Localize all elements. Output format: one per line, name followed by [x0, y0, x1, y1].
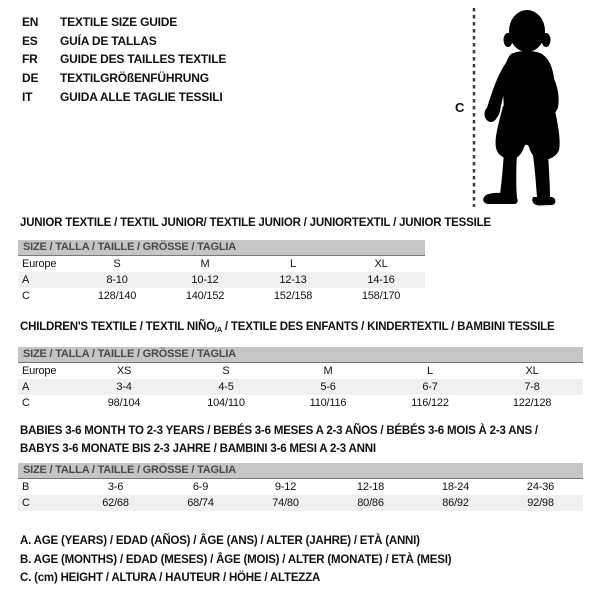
value-cell: 4-5	[218, 381, 234, 393]
size-cell: M	[323, 365, 333, 377]
value-cell: 6-9	[192, 481, 209, 493]
value-cell: 3-4	[116, 381, 132, 393]
value-cell: 92/98	[527, 497, 554, 509]
table-row-europe	[18, 256, 425, 272]
value-cell: 110/116	[309, 397, 347, 409]
row-label: C	[22, 397, 30, 409]
guide-title: TEXTILE SIZE GUIDE	[60, 15, 178, 29]
value-cell: 122/128	[512, 397, 552, 409]
table-row-age	[18, 272, 425, 288]
size-header-bar: SIZE / TALLA / TAILLE / GRÖSSE / TAGLIA	[18, 240, 425, 256]
row-label: A	[22, 381, 30, 393]
table-row-height	[18, 288, 425, 304]
table-row-age	[18, 379, 583, 395]
table-row-height	[18, 495, 583, 511]
babies-size-table	[18, 463, 583, 511]
value-cell: 24-36	[526, 481, 555, 493]
size-cell: S	[222, 365, 230, 377]
value-cell: 128/140	[97, 290, 137, 302]
language-code: ES	[22, 33, 38, 48]
size-cell: XL	[374, 258, 388, 270]
language-code: IT	[22, 89, 33, 104]
babies-section-title	[20, 423, 580, 458]
title-text: CHILDREN'S TEXTILE / TEXTIL NIÑO	[20, 321, 215, 333]
table-row-months	[18, 479, 583, 495]
language-row	[22, 50, 226, 69]
title-text: / TEXTILE DES ENFANTS / KINDERTEXTIL / BAMBINI TESSILE	[221, 321, 555, 333]
toddler-silhouette-icon	[480, 0, 600, 220]
language-code: FR	[22, 52, 38, 67]
value-cell: 14-16	[367, 274, 395, 286]
size-cell: XL	[525, 365, 539, 377]
value-cell: 9-12	[274, 481, 297, 493]
title-line-1: BABIES 3-6 MONTH TO 2-3 YEARS / BEBÉS 3-6 MESES A 2-3 AÑOS / BÉBÉS 3-6 MOIS À 2-3 ANS /	[20, 425, 538, 437]
row-label: Europe	[22, 365, 57, 377]
guide-title: GUIDE DES TAILLES TEXTILE	[60, 52, 227, 67]
size-cell: L	[290, 258, 296, 270]
guide-title: GUIDA ALLE TAGLIE TESSILI	[60, 89, 223, 104]
size-header-bar: SIZE / TALLA / TAILLE / GRÖSSE / TAGLIA	[18, 463, 583, 479]
row-label: A	[22, 274, 30, 286]
measure-c-label: C	[455, 100, 465, 115]
value-cell: 18-24	[441, 481, 470, 493]
value-cell: 140/152	[185, 290, 225, 302]
value-cell: 104/110	[207, 397, 245, 409]
legend-line-b: B. AGE (MONTHS) / EDAD (MESES) / ÂGE (MOIS) / ALTER (MONATE) / ETÀ (MESI)	[20, 553, 452, 566]
value-cell: 62/68	[102, 497, 129, 509]
language-row	[22, 69, 226, 88]
size-cell: XS	[116, 365, 132, 377]
size-cell: S	[113, 258, 121, 270]
value-cell: 7-8	[524, 381, 540, 393]
language-row	[22, 32, 226, 51]
value-cell: 158/170	[361, 290, 401, 302]
language-code: EN	[22, 15, 39, 29]
title-line-2: BABYS 3-6 MONATE BIS 2-3 JAHRE / BAMBINI 3-6 MESI A 2-3 ANNI	[20, 442, 376, 455]
value-cell: 3-6	[107, 481, 124, 493]
legend-line-a: A. AGE (YEARS) / EDAD (AÑOS) / ÂGE (ANS) / ALTER (JAHRE) / ETÀ (ANNI)	[20, 535, 420, 547]
size-cell: M	[200, 258, 210, 270]
value-cell: 12-18	[356, 481, 385, 493]
legend-line-c: C. (cm) HEIGHT / ALTURA / HAUTEUR / HÖHE / ALTEZZA	[20, 572, 321, 585]
value-cell: 5-6	[320, 381, 336, 393]
value-cell: 98/104	[107, 397, 141, 409]
guide-title: GUÍA DE TALLAS	[60, 33, 157, 48]
guide-title: TEXTILGRÖßENFÜHRUNG	[60, 71, 209, 86]
childrens-section-title	[20, 321, 554, 334]
table-row-height	[18, 395, 583, 411]
row-label: B	[22, 481, 30, 493]
value-cell: 152/158	[273, 290, 313, 302]
height-measure-dashed-line	[470, 0, 478, 215]
measurement-legend	[20, 532, 451, 588]
title-subscript: /A	[214, 325, 222, 334]
language-row	[22, 88, 226, 107]
language-title-list	[22, 13, 226, 107]
junior-size-table	[18, 240, 425, 304]
value-cell: 8-10	[106, 274, 128, 286]
language-row	[22, 13, 226, 32]
value-cell: 74/80	[272, 497, 299, 509]
table-row-europe	[18, 363, 583, 379]
junior-section-title: JUNIOR TEXTILE / TEXTIL JUNIOR/ TEXTILE JUNIOR / JUNIORTEXTIL / JUNIOR TESSILE	[20, 217, 491, 229]
value-cell: 6-7	[422, 381, 438, 393]
size-cell: L	[427, 365, 433, 377]
value-cell: 86/92	[442, 497, 469, 509]
language-code: DE	[22, 71, 39, 86]
row-label: C	[22, 290, 30, 302]
value-cell: 10-12	[191, 274, 219, 286]
childrens-size-table	[18, 347, 583, 411]
value-cell: 68/74	[187, 497, 214, 509]
value-cell: 12-13	[279, 274, 307, 286]
value-cell: 116/122	[411, 397, 449, 409]
value-cell: 80/86	[357, 497, 384, 509]
size-header-bar: SIZE / TALLA / TAILLE / GRÖSSE / TAGLIA	[18, 347, 583, 363]
row-label: C	[22, 497, 30, 509]
row-label: Europe	[22, 258, 57, 270]
